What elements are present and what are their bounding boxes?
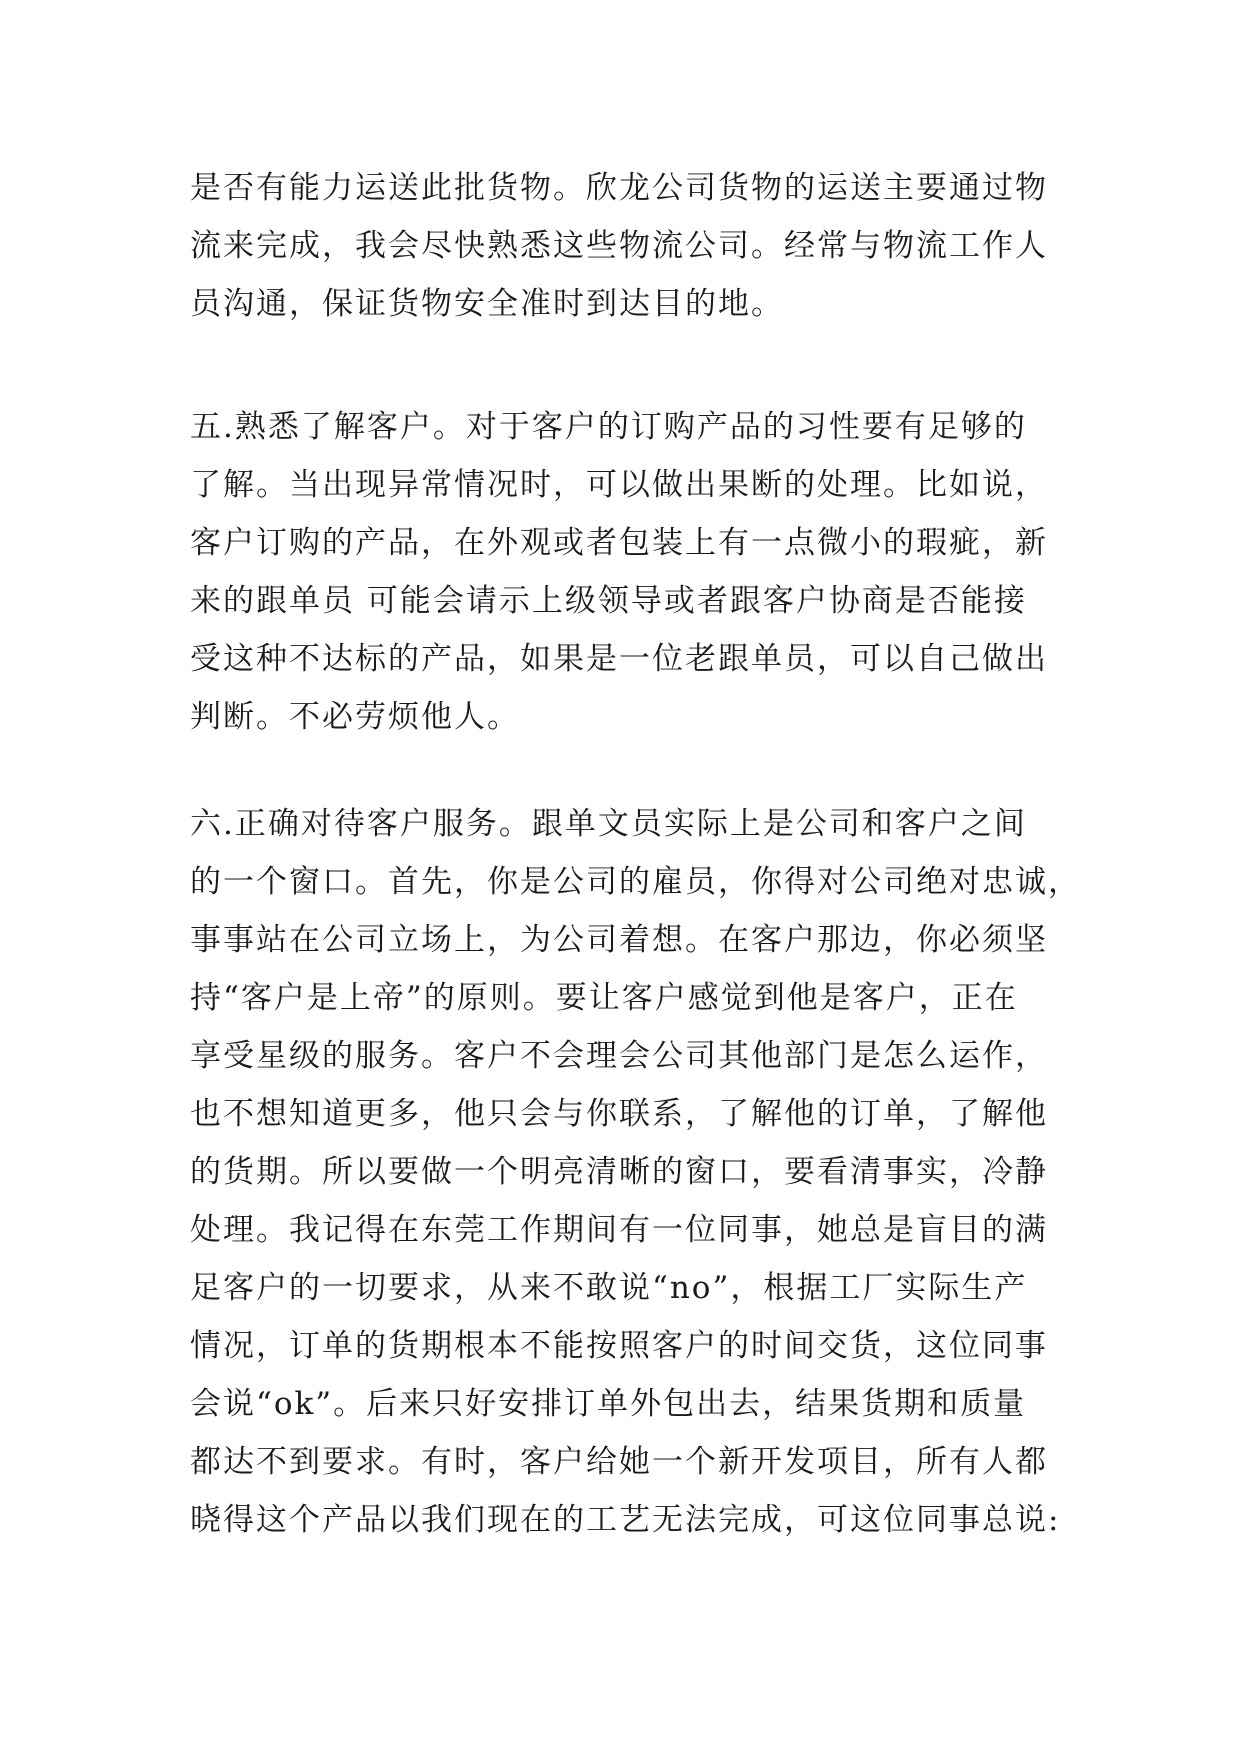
text-line: 情况，订单的货期根本不能按照客户的时间交货，这位同事: [190, 1328, 1048, 1364]
text-line: 判断。不必劳烦他人。: [190, 699, 520, 735]
text-line: 事事站在公司立场上，为公司着想。在客户那边，你必须坚: [190, 922, 1048, 958]
paragraph-know-customers: [190, 398, 1060, 746]
paragraph-customer-service: [190, 795, 1081, 1549]
text-line: 是否有能力运送此批货物。欣龙公司货物的运送主要通过物: [190, 170, 1048, 206]
text-line: 的一个窗口。首先，你是公司的雇员，你得对公司绝对忠诚，: [190, 864, 1081, 900]
text-line: 来的跟单员 可能会请示上级领导或者跟客户协商是否能接: [190, 583, 1027, 619]
text-line: 晓得这个产品以我们现在的工艺无法完成，可这位同事总说:: [190, 1502, 1061, 1538]
text-line: 会说“ok”。后来只好安排订单外包出去，结果货期和质量: [190, 1386, 1027, 1422]
text-line: 受这种不达标的产品，如果是一位老跟单员，可以自己做出: [190, 641, 1048, 677]
text-line: 也不想知道更多，他只会与你联系，了解他的订单，了解他: [190, 1096, 1048, 1132]
text-line: 处理。我记得在东莞工作期间有一位同事，她总是盲目的满: [190, 1212, 1048, 1248]
text-line: 足客户的一切要求，从来不敢说“no”，根据工厂实际生产: [190, 1270, 1028, 1306]
text-line: 享受星级的服务。客户不会理会公司其他部门是怎么运作，: [190, 1038, 1048, 1074]
text-line: 持“客户是上帝”的原则。要让客户感觉到他是客户，正在: [190, 980, 1018, 1016]
text-line: 员沟通，保证货物安全准时到达目的地。: [190, 286, 784, 322]
text-line: 了解。当出现异常情况时，可以做出果断的处理。比如说，: [190, 467, 1048, 503]
text-line: 的货期。所以要做一个明亮清晰的窗口，要看清事实，冷静: [190, 1154, 1048, 1190]
text-line: 六.正确对待客户服务。跟单文员实际上是公司和客户之间: [190, 806, 1027, 842]
text-line: 流来完成，我会尽快熟悉这些物流公司。经常与物流工作人: [190, 228, 1048, 264]
text-line: 客户订购的产品，在外观或者包装上有一点微小的瑕疵，新: [190, 525, 1048, 561]
paragraph-logistics: [190, 159, 1060, 333]
text-line: 都达不到要求。有时，客户给她一个新开发项目，所有人都: [190, 1444, 1048, 1480]
text-line: 五.熟悉了解客户。对于客户的订购产品的习性要有足够的: [190, 409, 1027, 445]
